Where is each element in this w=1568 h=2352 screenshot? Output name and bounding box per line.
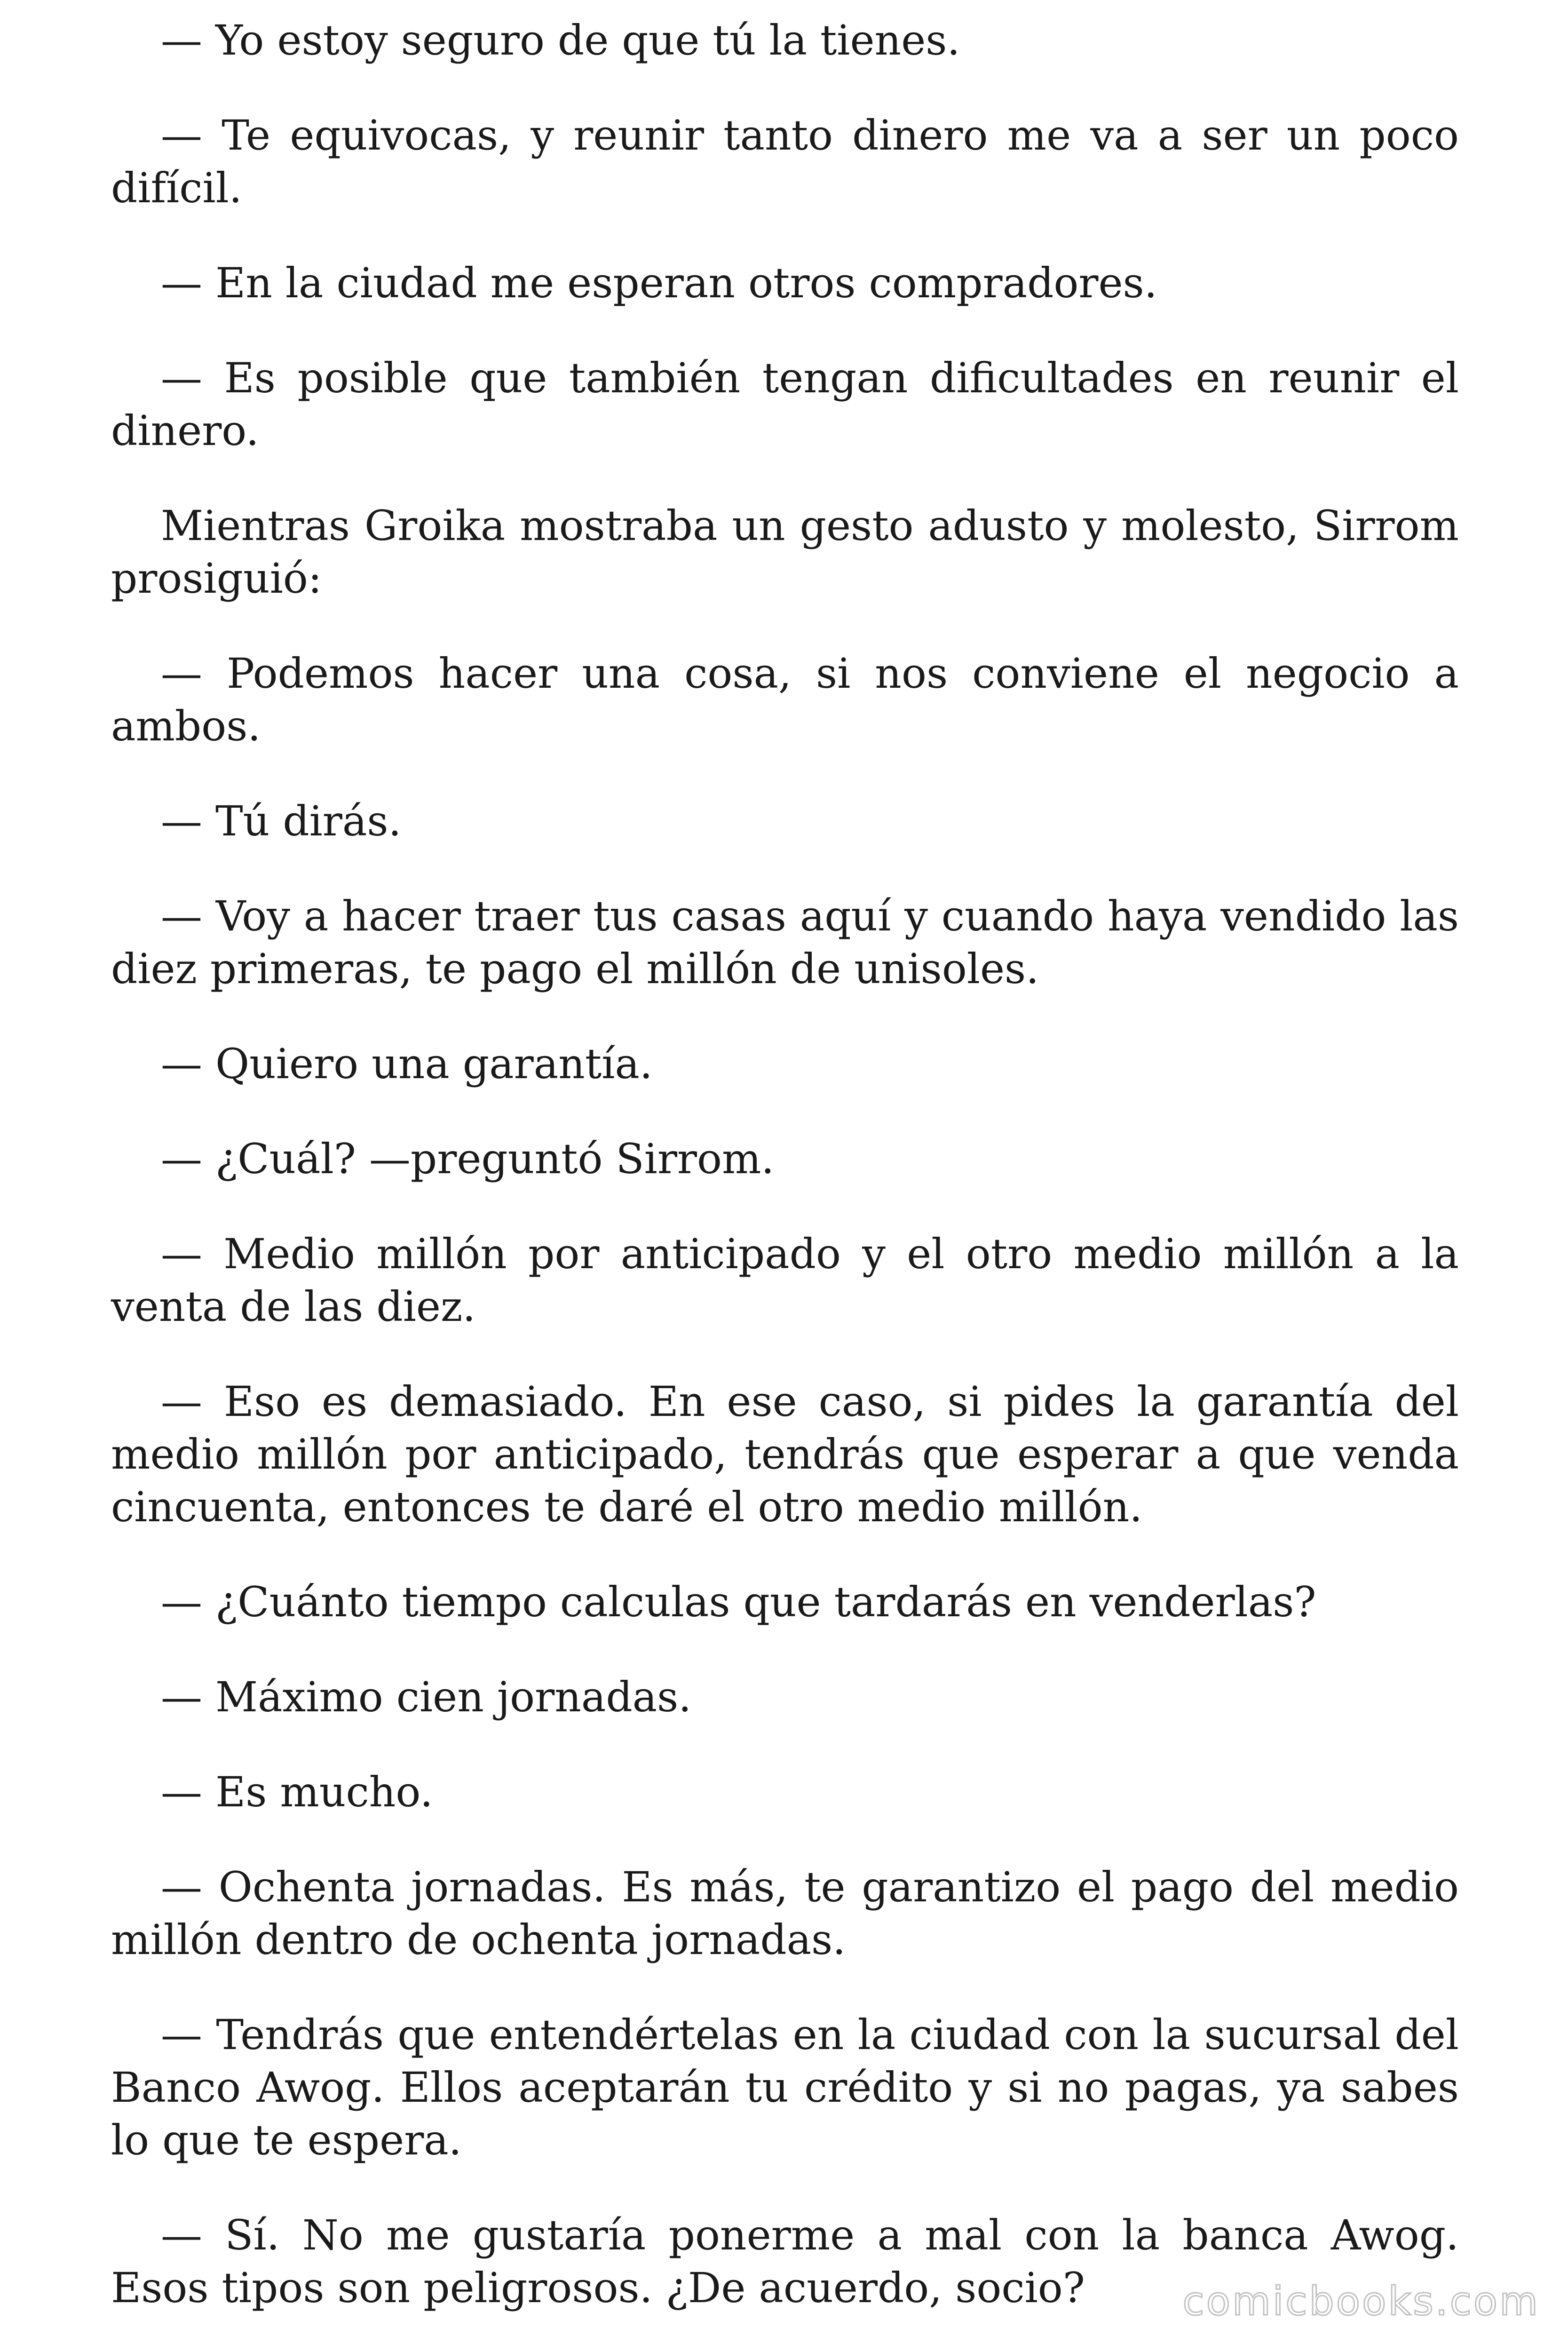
paragraph: Mientras Groika mostraba un gesto adusto y molesto, Sirrom prosiguió: (111, 501, 1459, 603)
paragraph: — Es mucho. (161, 1768, 433, 1816)
paragraph: — ¿Cuánto tiempo calculas que tardarás en venderlas? (161, 1578, 1316, 1626)
paragraph: — Ochenta jornadas. Es más, te garantizo el pago del medio millón dentro de ochenta jornadas. (111, 1863, 1459, 1964)
paragraph: — Tendrás que entendértelas en la ciudad con la sucursal del Banco Awog. Ellos aceptarán tu crédito y si no pagas, ya sabes lo que te espera. (111, 2010, 1459, 2164)
book-page (111, 14, 1459, 2352)
paragraph: — Es posible que también tengan dificultades en reunir el dinero. (111, 354, 1459, 455)
paragraph: — Sí. No me gustaría ponerme a mal con la banca Awog. Esos tipos son peligrosos. ¿De acuerdo, socio? (111, 2211, 1459, 2312)
paragraph: — Eso es demasiado. En ese caso, si pides la garantía del medio millón por anticipado, tendrás que esperar a que venda cincuenta, entonces te daré el otro medio millón. (111, 1377, 1459, 1531)
paragraph: — Quiero una garantía. (161, 1040, 653, 1088)
paragraph: — ¿Cuál? —preguntó Sirrom. (161, 1135, 775, 1183)
paragraph: — Voy a hacer traer tus casas aquí y cuando haya vendido las diez primeras, te pago el millón de unisoles. (111, 892, 1459, 993)
watermark: comicbooks.com (1182, 2278, 1540, 2324)
paragraph: — Tú dirás. (161, 797, 402, 845)
paragraph: — Podemos hacer una cosa, si nos conviene el negocio a ambos. (111, 649, 1459, 750)
paragraph: — Máximo cien jornadas. (161, 1673, 692, 1721)
paragraph: — Medio millón por anticipado y el otro medio millón a la venta de las diez. (111, 1230, 1459, 1331)
paragraph: — Te equivocas, y reunir tanto dinero me va a ser un poco difícil. (111, 111, 1459, 212)
paragraph: — En la ciudad me esperan otros compradores. (161, 259, 1157, 307)
paragraph: — Yo estoy seguro de que tú la tienes. (161, 16, 960, 64)
